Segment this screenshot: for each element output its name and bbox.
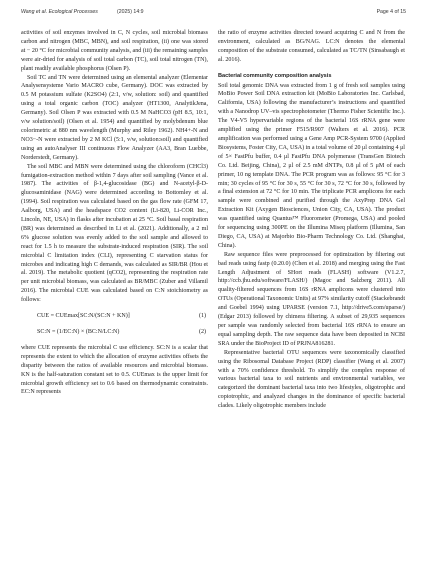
equation-expression: SC:N = (1/EC:N) × (BC:N/LC:N) [37,329,120,335]
page-number: Page 4 of 15 [376,9,406,15]
paragraph: activities of soil enzymes involved in C, N cycles, soil microbial biomass carbon and nitrogen (MBC, MBN), and soil respiration, (ii) one was stored at − 20 °C for microbial community analysis, and (iii) the remaining samples were air-dried for analysis of soil total carbon (TC), soil total nitrogen (TN), plant readily available phosphorus (Olsen P). [21,30,208,72]
paragraph: where CUE represents the microbial C use efficiency. SC:N is a scalar that represents the extent to which the allocation of enzyme activities offsets the disparity between the ratios of available resources and microbial biomass. KN is the half-saturation constant set to 0.5. CUEmax is the upper limit for microbial growth efficiency set to 0.6 based on thermodynamic constraints. EC:N represents [21,344,208,396]
equation-2 [21,328,208,337]
volume-info: (2025) 14:9 [117,9,144,15]
paragraph: Soil TC and TN were determined using an elemental analyzer (Elementar Analysensysteme Vario MACRO cube, Germany). DOC was extracted by 0.5 M potassium sulfate (K2SO4) (2:1, v/w, solution: soil) and quantified using a total organic carbon (TOC) analyzer (HT1300, AnalytikJena, Germany). Soil Olsen P was extracted with 0.5 M NaHCO3 (pH 8.5, 10:1, v/w solution/soil) (Olsen et al. 1954) and quantified by molybdenum blue colorimetric at 880 nm wavelength (Murphy and Riley 1962). NH4+-N and NO3−-N were extracted by 2 M KCl (5:1, v/w, solution:soil) and quantified using an autoAnalyser III continuous Flow Analyzer (AA3, Bran Luebbe, Norderstedt, Germany). [21,74,208,161]
journal-citation: Wang et al. Ecological Processes [21,9,98,15]
equation-1 [21,312,208,321]
paragraph: the ratio of enzyme activities directed toward acquiring C and N from the environment, calculated as BG/NAG. LC:N denotes the elemental composition of the substrate consumed, calculated as TC/TN (Sinsabaugh et al. 2016). [218,30,405,63]
section-heading: Bacterial community composition analysis [218,72,332,79]
paragraph: Representative bacterial OTU sequences were taxonomically classified using the Ribosomal Database Project (RDP) classifier (Wang et al. 2007) with a 70% confidence threshold. To simplify the complex response of various bacterial taxa to soil nutrients and environmental variables, we categorized the dominant bacterial taxa into two lifestyles, oligotrophic and copiotrophic, and analyzed changes in the dominance of specific bacterial clades. Likely oligotrophic members include [218,349,405,410]
equation-expression: CUE = CUEmax[SC:N/(SC:N + KN)] [37,313,130,320]
left-column [21,29,208,397]
equation-number: (1) [198,313,206,320]
paragraph: The soil MBC and MBN were determined using the chloroform (CHCl3) fumigation-extraction method within 7 days after soil sampling (Vance et al. 1987). The activities of β-1,4-glucosidase (BG) and N-acetyl-β-D-glucosaminidase (NAG) were determined according to Bottomley et al. (1994). Soil respiration was calculated based on the gas flow rate (GFM 17, Aalborg, USA) and the headspace CO2 content (Li-820, Li-COR Inc., Lincoln, NE, USA) in flasks after incubation at 25 °C. Soil basal respiration (BR) was determined as described in Li et al. (2021). Additionally, a 2 ml 6% glucose solution was evenly added to the soil sample and allowed to react for 1.5 h to measure the substrate-induced respiration (SIR). The soil microbial C limitation index (CLI), representing C starvation status for microbes and indicating high C demands, was calculated as SIR/BR (Hou et al. 2019). The metabolic quotient (qCO2), representing the respiration rate per unit microbial biomass, was calculated as BR/MBC (Zuber and Villamil 2016). The microbial CUE was calculated based on C:N stoichiometry as follows: [21,163,208,304]
running-header [21,9,406,19]
paragraph: Soil total genomic DNA was extracted from 1 g of fresh soil samples using MoBio Power Soil DNA extraction kit (MoBio Laboratories Inc. Carlsbad, California, USA) following the manufacturer’s instructions and quantified with a Nanodrop UV–vis spectrophotometer (Thermo Fisher Scientific Inc.). The V4-V5 hypervariable regions of the bacterial 16S rRNA gene were amplified using the primer F515/R907 (Walters et al. 2016). PCR amplification was performed using a Gene Amp PCR-System 9700 (Applied Biosystems, Foster City, CA, USA) in a total volume of 20 μl containing 4 μl of 5× FastPfu buffer, 0.4 μl FastPfu DNA polymerase (TransGen Biotech Co. Ltd. Beijing, China), 2 μl of 2.5 mM dNTPs, 0.8 μl of 5 μM of each primer, 10 ng template DNA. The PCR program was as follows: 95 °C for 3 min; 30 cycles of 95 °C for 30 s, 55 °C for 30 s, 72 °C for 30 s, followed by a final extension at 72 °C for 10 min. The triplicate PCR amplicons for each sample were combined and purified through the AxyPrep DNA Gel Extraction Kit (Axygen Biosciences, Union City, CA, USA). The product was quantified using Quantus™ Fluorometer (Promega, USA) and pooled for sequencing using 300PE on the Illumina Miseq platform (Illumina, San Diego, CA, USA) at Majorbio Bio-Pharm Technology Co. Ltd. (Shanghai, China). [218,82,405,249]
equation-number: (2) [198,329,206,335]
right-column [218,29,405,411]
paragraph: Raw sequence files were preprocessed for optimization by filtering out bad reads using fastp (0.20.0) (Chen et al. 2018) and merging using the Fast Length Adjustment of SHort reads (FLASH) software (V1.2.7, http://ccb.jhu.edu/software/FLASH/) (Magoc and Salzberg 2011). All quality-filtered sequences from 16S rRNA amplicons were clustered into OTUs (Operational Taxonomic Units) at 97% similarity cutoff (Stackebrandt and Goebel 1994) using UPARSE (version 7.1, http://drive5.com/uparse/) (Edgar 2013) followed by chimera filtering. A subset of 29,935 sequences per sample was randomly selected from bacterial 16S rRNA to ensure an equal sampling depth. The raw sequence data have been deposited in NCBI SRA under the BioProject ID of PRJNA816281. [218,251,405,347]
